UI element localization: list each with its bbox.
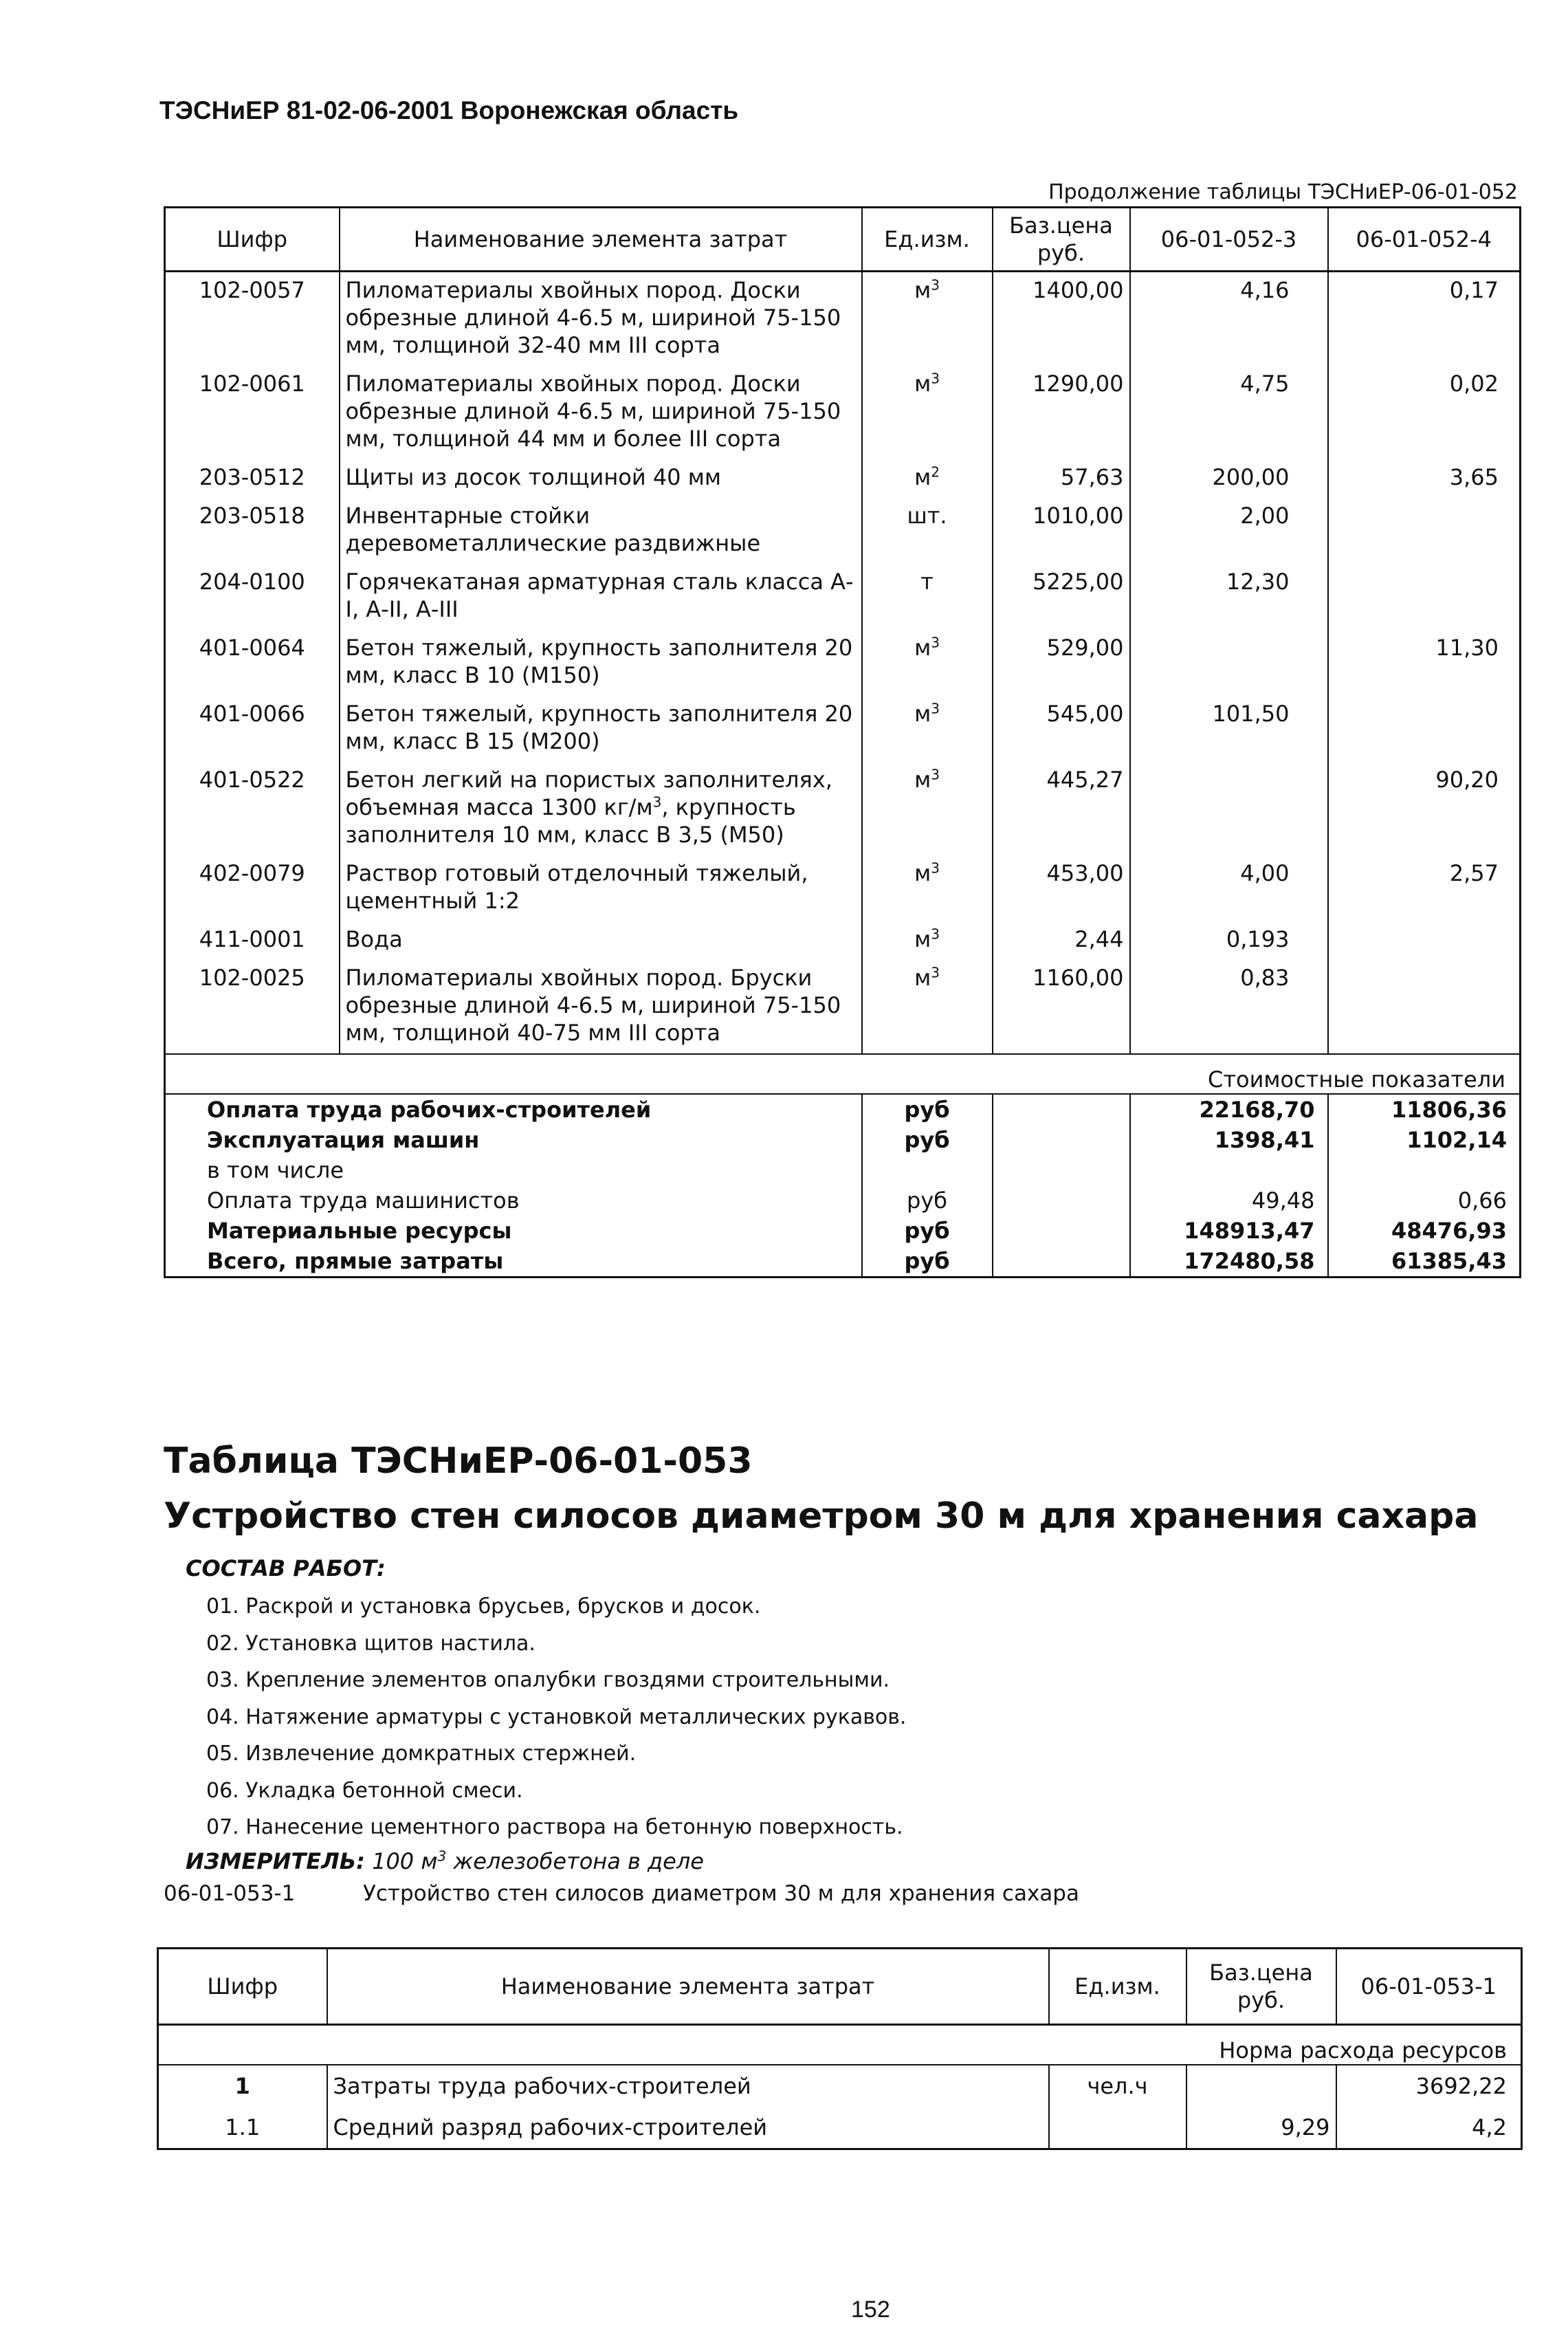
cell-name-part: Бетон легкий на пористых заполнителях, объемная масса 1300 кг/м	[345, 767, 832, 820]
cell-unit-text: т	[920, 569, 934, 595]
cost-label: Эксплуатация машин	[207, 1127, 480, 1153]
cell-code: 401-0064	[199, 635, 305, 661]
cell-unit	[1049, 2107, 1186, 2149]
meter-line	[186, 1848, 704, 1874]
cell-unit-sup: 3	[931, 859, 940, 877]
cell-norm-4: 2,57	[1328, 855, 1521, 921]
cost-norm-3: 1398,41	[1130, 1125, 1328, 1155]
cell-code: 204-0100	[199, 569, 305, 595]
cell-code: 411-0001	[199, 926, 305, 952]
cell-unit-text: м	[914, 767, 931, 793]
table-row	[165, 921, 1521, 960]
table-row	[158, 2107, 1522, 2149]
cell-unit	[862, 921, 993, 960]
cell-norm-4: 0,02	[1328, 366, 1521, 459]
cost-row	[165, 1216, 1521, 1246]
cell-unit	[862, 630, 993, 696]
work-item: 03. Крепление элементов опалубки гвоздями строительными.	[206, 1668, 890, 1692]
cell-unit-sup: 3	[931, 276, 940, 294]
cost-norm-3: 22168,70	[1130, 1094, 1328, 1125]
table-subject-title: Устройство стен силосов диаметром 30 м для хранения сахара	[164, 1495, 1479, 1537]
page-number: 152	[851, 2296, 890, 2323]
cost-unit	[862, 1155, 993, 1185]
cell-norm-4: 0,17	[1328, 272, 1521, 366]
cell-norm-3: 101,50	[1130, 696, 1328, 762]
cell-unit-text: м	[914, 701, 931, 727]
table-row	[158, 2065, 1522, 2107]
section-row	[165, 1054, 1521, 1094]
cost-norm-3	[1130, 1155, 1328, 1185]
col-header-name: Наименование элемента затрат	[327, 1949, 1049, 2025]
cell-code: 1.1	[225, 2114, 261, 2140]
cell-name: Бетон тяжелый, крупность заполнителя 20 мм, класс В 15 (М200)	[340, 696, 862, 762]
cell-unit	[862, 459, 993, 498]
cost-label: Оплата труда рабочих-строителей	[207, 1097, 652, 1123]
table-row	[165, 762, 1521, 855]
resources-table-053	[157, 1947, 1523, 2150]
cell-unit-sup: 3	[931, 925, 940, 943]
work-item: 05. Извлечение домкратных стержней.	[206, 1742, 637, 1766]
cell-norm-4: 11,30	[1328, 630, 1521, 696]
cost-label: Всего, прямые затраты	[207, 1248, 504, 1274]
cell-unit-sup: 3	[931, 964, 940, 981]
cell-price: 9,29	[1186, 2107, 1336, 2149]
cell-price: 5225,00	[993, 564, 1130, 630]
cost-row	[165, 1246, 1521, 1278]
cell-unit: чел.ч	[1049, 2065, 1186, 2107]
cell-unit-sup: 3	[931, 370, 940, 387]
cell-unit-sup: 2	[931, 463, 940, 481]
cell-norm-3: 0,83	[1130, 960, 1328, 1054]
cell-price: 453,00	[993, 855, 1130, 921]
section-label: Стоимостные показатели	[165, 1054, 1521, 1094]
cell-norm-3: 0,193	[1130, 921, 1328, 960]
cell-norm-3	[1130, 762, 1328, 855]
cell-norm-3: 200,00	[1130, 459, 1328, 498]
cell-name: Затраты труда рабочих-строителей	[327, 2065, 1049, 2107]
cell-unit-sup: 3	[931, 766, 940, 783]
cell-unit	[862, 762, 993, 855]
table-title: Таблица ТЭСНиЕР-06-01-053	[164, 1440, 753, 1482]
subtable-name: Устройство стен силосов диаметром 30 м для хранения сахара	[363, 1881, 1079, 1906]
cell-price: 545,00	[993, 696, 1130, 762]
cell-code: 1	[234, 2073, 250, 2099]
cell-norm-3: 4,00	[1130, 855, 1328, 921]
cell-unit	[862, 855, 993, 921]
cell-price: 1160,00	[993, 960, 1130, 1054]
cell-norm-1: 3692,22	[1336, 2065, 1522, 2107]
cell-code: 401-0522	[199, 767, 305, 793]
cell-norm-4	[1328, 564, 1521, 630]
cost-price	[993, 1246, 1130, 1278]
cell-norm-3: 4,75	[1130, 366, 1328, 459]
cost-norm-4: 1102,14	[1328, 1125, 1521, 1155]
col-header-name: Наименование элемента затрат	[340, 208, 862, 272]
cell-code: 102-0057	[199, 277, 305, 303]
col-header-code: Шифр	[165, 208, 340, 272]
cell-norm-4	[1328, 696, 1521, 762]
cost-price	[993, 1155, 1130, 1185]
cell-name-sup: 3	[652, 793, 662, 811]
cell-code: 102-0025	[199, 965, 305, 991]
cell-name	[340, 762, 862, 855]
cell-price: 445,27	[993, 762, 1130, 855]
cell-name: Раствор готовый отделочный тяжелый, цементный 1:2	[340, 855, 862, 921]
cost-label: Материальные ресурсы	[207, 1218, 512, 1244]
col-header-norm-1: 06-01-053-1	[1336, 1949, 1522, 2025]
cell-price: 2,44	[993, 921, 1130, 960]
cell-unit	[862, 498, 993, 564]
cell-name: Средний разряд рабочих-строителей	[327, 2107, 1049, 2149]
table-row	[165, 272, 1521, 366]
work-item: 06. Укладка бетонной смеси.	[206, 1778, 523, 1803]
cost-norm-3: 172480,58	[1130, 1246, 1328, 1278]
cost-row	[165, 1185, 1521, 1216]
cell-norm-4: 90,20	[1328, 762, 1521, 855]
cell-name: Щиты из досок толщиной 40 мм	[340, 459, 862, 498]
cell-unit	[862, 272, 993, 366]
cell-price	[1186, 2065, 1336, 2107]
cost-price	[993, 1216, 1130, 1246]
cell-code: 203-0512	[199, 464, 305, 490]
cost-label: в том числе	[207, 1157, 344, 1183]
meter-label: ИЗМЕРИТЕЛЬ:	[186, 1848, 365, 1874]
cell-price: 1400,00	[993, 272, 1130, 366]
cell-code: 401-0066	[199, 701, 305, 727]
col-header-code: Шифр	[158, 1949, 327, 2025]
cell-norm-4	[1328, 921, 1521, 960]
cell-price: 529,00	[993, 630, 1130, 696]
work-item: 04. Натяжение арматуры с установкой металлических рукавов.	[206, 1704, 907, 1729]
section-row	[158, 2025, 1522, 2065]
table-continuation-note: Продолжение таблицы ТЭСНиЕР-06-01-052	[1048, 180, 1518, 204]
cell-unit	[862, 366, 993, 459]
cell-unit-sup: 3	[931, 634, 940, 651]
table-row	[165, 696, 1521, 762]
cell-unit-text: м	[914, 926, 931, 952]
cost-norm-3: 49,48	[1130, 1185, 1328, 1216]
cell-name: Пиломатериалы хвойных пород. Доски обрезные длиной 4-6.5 м, шириной 75-150 мм, толщиной 32-40 мм III сорта	[340, 272, 862, 366]
cell-price: 1290,00	[993, 366, 1130, 459]
cell-code: 402-0079	[199, 860, 305, 886]
cell-price: 1010,00	[993, 498, 1130, 564]
work-item: 02. Установка щитов настила.	[206, 1631, 535, 1656]
cell-name: Инвентарные стойки деревометаллические раздвижные	[340, 498, 862, 564]
cell-norm-1: 4,2	[1336, 2107, 1522, 2149]
cell-unit-sup: 3	[931, 700, 940, 717]
col-header-unit: Ед.изм.	[1049, 1949, 1186, 2025]
table-header-row	[158, 1949, 1522, 2025]
work-item: 07. Нанесение цементного раствора на бетонную поверхность.	[206, 1815, 903, 1839]
cell-price: 57,63	[993, 459, 1130, 498]
cell-name: Горячекатаная арматурная сталь класса А-I, А-II, А-III	[340, 564, 862, 630]
cell-unit-text: м	[914, 371, 931, 397]
cost-price	[993, 1125, 1130, 1155]
cost-row	[165, 1125, 1521, 1155]
table-row	[165, 459, 1521, 498]
col-header-price: Баз.цена руб.	[1186, 1949, 1336, 2025]
cell-name: Пиломатериалы хвойных пород. Доски обрезные длиной 4-6.5 м, шириной 75-150 мм, толщиной 44 мм и более III сорта	[340, 366, 862, 459]
cell-name: Пиломатериалы хвойных пород. Бруски обрезные длиной 4-6.5 м, шириной 75-150 мм, толщиной 40-75 мм III сорта	[340, 960, 862, 1054]
table-row	[165, 960, 1521, 1054]
table-row	[165, 366, 1521, 459]
cell-norm-3	[1130, 630, 1328, 696]
table-row	[165, 498, 1521, 564]
cost-norm-4	[1328, 1155, 1521, 1185]
cell-name: Бетон тяжелый, крупность заполнителя 20 мм, класс В 10 (М150)	[340, 630, 862, 696]
cost-unit: руб	[862, 1094, 993, 1125]
meter-value: 100 $м^3$ железобетона в деле	[372, 1848, 704, 1874]
cost-row	[165, 1155, 1521, 1185]
cell-norm-3: 4,16	[1130, 272, 1328, 366]
cell-code: 102-0061	[199, 371, 305, 397]
cell-unit-text: м	[914, 860, 931, 886]
cell-norm-4: 3,65	[1328, 459, 1521, 498]
cell-code: 203-0518	[199, 503, 305, 529]
cell-norm-3: 2,00	[1130, 498, 1328, 564]
cost-row	[165, 1094, 1521, 1125]
cost-unit: руб	[862, 1185, 993, 1216]
cell-name: Вода	[340, 921, 862, 960]
table-row	[165, 564, 1521, 630]
work-item: 01. Раскрой и установка брусьев, брусков и досок.	[206, 1594, 761, 1619]
subtable-code: 06-01-053-1	[164, 1881, 296, 1906]
cost-norm-3: 148913,47	[1130, 1216, 1328, 1246]
section-label: Норма расхода ресурсов	[158, 2025, 1522, 2065]
cost-unit: руб	[862, 1216, 993, 1246]
cost-norm-4: 48476,93	[1328, 1216, 1521, 1246]
col-header-norm-3: 06-01-052-3	[1130, 208, 1328, 272]
cell-unit	[862, 696, 993, 762]
cell-unit-text: м	[914, 464, 931, 490]
cost-unit: руб	[862, 1246, 993, 1278]
running-header: ТЭСНиЕР 81-02-06-2001 Воронежская область	[159, 96, 739, 124]
resources-table-052	[164, 206, 1521, 1278]
table-row	[165, 630, 1521, 696]
works-label: СОСТАВ РАБОТ:	[186, 1555, 386, 1581]
cell-unit-text: шт.	[907, 503, 947, 529]
cell-unit	[862, 960, 993, 1054]
cost-label: Оплата труда машинистов	[207, 1187, 520, 1214]
cost-norm-4: 0,66	[1328, 1185, 1521, 1216]
cost-norm-4: 11806,36	[1328, 1094, 1521, 1125]
cell-unit-text: м	[914, 635, 931, 661]
cell-norm-4	[1328, 498, 1521, 564]
cell-unit-text: м	[914, 965, 931, 991]
cell-unit	[862, 564, 993, 630]
col-header-norm-4: 06-01-052-4	[1328, 208, 1521, 272]
works-list	[206, 1588, 906, 1846]
cell-unit-text: м	[914, 277, 931, 303]
table-row	[165, 855, 1521, 921]
cost-norm-4: 61385,43	[1328, 1246, 1521, 1278]
col-header-price: Баз.цена руб.	[993, 208, 1130, 272]
cell-name-part: , крупность заполнителя 10 мм, класс В 3,5 (М50)	[345, 794, 796, 848]
cell-norm-4	[1328, 960, 1521, 1054]
cost-price	[993, 1185, 1130, 1216]
cost-price	[993, 1094, 1130, 1125]
table-header-row	[165, 208, 1521, 272]
cost-unit: руб	[862, 1125, 993, 1155]
cell-norm-3: 12,30	[1130, 564, 1328, 630]
col-header-unit: Ед.изм.	[862, 208, 993, 272]
